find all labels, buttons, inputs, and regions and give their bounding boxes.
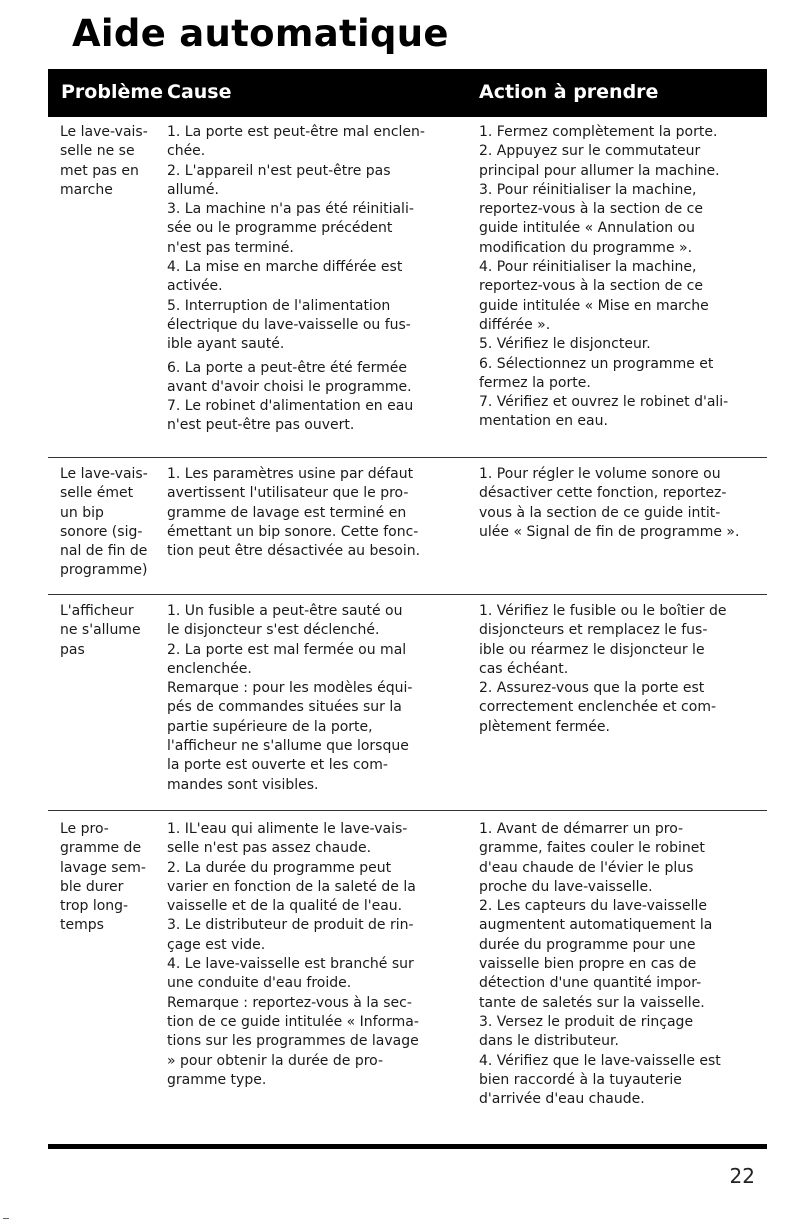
cause-cell (167, 820, 457, 1090)
cause-item: 4. La mise en marche différée est activée. (167, 259, 403, 295)
header-problem: Problème (61, 81, 164, 103)
cause-item: 6. La porte a peut-être été fermée avant d'avoir choisi le programme. (167, 359, 412, 395)
cause-item: Remarque : pour les modèles équi- pés de commandes situées sur la partie supérieure de la porte, l'afficheur ne s'allume que lorsque la porte est ouverte et les com- mandes sont visibles. (167, 680, 413, 793)
action-item: 1. Avant de démarrer un pro- gramme, faites couler le robinet d'eau chaude de l'évier le plus proche du lave-vaisselle. (479, 821, 705, 895)
action-item: 7. Vérifiez et ouvrez le robinet d'ali- mentation en eau. (479, 394, 729, 430)
problem-cell (60, 820, 158, 936)
cause-item: 7. Le robinet d'alimentation en eau n'est peut-être pas ouvert. (167, 398, 414, 434)
cause-cell (167, 465, 457, 561)
header-cause: Cause (167, 81, 232, 103)
cause-cell (167, 602, 457, 795)
problem-text: Le lave-vais- selle ne se met pas en marche (60, 124, 148, 198)
action-item: 2. Appuyez sur le commutateur principal pour allumer la machine. (479, 143, 720, 179)
crop-mark (3, 1218, 9, 1219)
row-divider (48, 594, 767, 595)
page-title: Aide automatique (72, 12, 449, 55)
cause-item: 1. La porte est peut-être mal enclen- chée. (167, 124, 425, 160)
cause-item: 1. IL'eau qui alimente le lave-vais- selle n'est pas assez chaude. (167, 821, 408, 857)
action-item: 1. Vérifiez le fusible ou le boîtier de disjoncteurs et remplacez le fus- ible ou réarmez le disjoncteur le cas échéant. (479, 603, 727, 677)
action-cell (479, 465, 764, 542)
cause-cell (167, 123, 457, 436)
row-divider (48, 810, 767, 811)
problem-text: Le lave-vais- selle émet un bip sonore (sig- nal de fin de programme) (60, 466, 148, 579)
cause-item: 2. L'appareil n'est peut-être pas allumé. (167, 162, 391, 198)
action-item: 2. Assurez-vous que la porte est correctement enclenchée et com- plètement fermée. (479, 680, 717, 735)
cause-item: 2. La porte est mal fermée ou mal enclenchée. (167, 641, 407, 677)
problem-cell (60, 123, 158, 200)
table-bottom-rule (48, 1144, 767, 1149)
cause-item: 1. Un fusible a peut-être sauté ou le disjoncteur s'est déclenché. (167, 603, 403, 639)
action-item: 6. Sélectionnez un programme et fermez la porte. (479, 355, 714, 391)
action-cell (479, 820, 764, 1109)
action-cell (479, 602, 764, 737)
action-item: 4. Vérifiez que le lave-vaisselle est bien raccordé à la tuyauterie d'arrivée d'eau chaude. (479, 1052, 721, 1108)
problem-text: Le pro- gramme de lavage sem- ble durer trop long- temps (60, 821, 146, 934)
row-divider (48, 457, 767, 458)
action-item: 4. Pour réinitialiser la machine, reportez-vous à la section de ce guide intitulée « Mise en marche différée ». (479, 259, 709, 333)
cause-item: 4. Le lave-vaisselle est branché sur une conduite d'eau froide. (167, 956, 414, 992)
cause-item: Remarque : reportez-vous à la sec- tion de ce guide intitulée « Informa- tions sur les programmes de lavage » pour obtenir la durée de pro- gramme type. (167, 994, 419, 1088)
problem-cell (60, 602, 158, 660)
action-cell (479, 123, 764, 432)
cause-item: 3. La machine n'a pas été réinitiali- sée ou le programme précédent n'est pas terminé. (167, 201, 414, 256)
cause-item: 5. Interruption de l'alimentation électrique du lave-vaisselle ou fus- ible ayant sauté. (167, 297, 411, 353)
cause-item: 1. Les paramètres usine par défaut avertissent l'utilisateur que le pro- gramme de lavage est terminé en émettant un bip sonore. Cette fonc- tion peut être désactivée au besoin. (167, 466, 421, 560)
action-item: 3. Versez le produit de rinçage dans le distributeur. (479, 1013, 694, 1050)
problem-text: L'afficheur ne s'allume pas (60, 603, 141, 658)
cause-item: 3. Le distributeur de produit de rin- çage est vide. (167, 917, 414, 953)
page-number: 22 (729, 1164, 755, 1188)
action-item: 1. Fermez complètement la porte. (479, 124, 718, 140)
table-header (48, 69, 767, 117)
action-item: 1. Pour régler le volume sonore ou désactiver cette fonction, reportez- vous à la section de ce guide intit- ulée « Signal de fin de programme ». (479, 466, 740, 540)
action-item: 2. Les capteurs du lave-vaisselle augmentent automatiquement la durée du programme pour une vaisselle bien propre en cas de détection d'une quantité impor- tante de saletés sur la vaisselle. (479, 898, 713, 1011)
action-item: 3. Pour réinitialiser la machine, reportez-vous à la section de ce guide intitulée « Annulation ou modification du programme ». (479, 181, 703, 256)
action-item: 5. Vérifiez le disjoncteur. (479, 336, 651, 353)
cause-item: 2. La durée du programme peut varier en fonction de la saleté de la vaisselle et de la qualité de l'eau. (167, 859, 416, 915)
header-action: Action à prendre (479, 81, 659, 103)
problem-cell (60, 465, 158, 581)
